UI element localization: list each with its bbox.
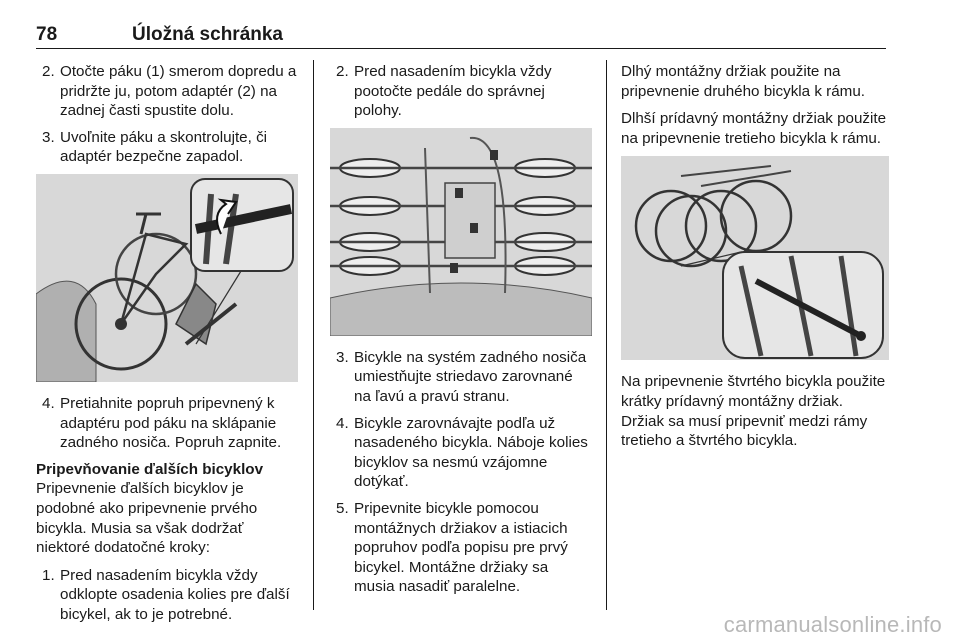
steps-list — [36, 394, 298, 453]
steps-list — [330, 348, 592, 597]
column-2 — [330, 62, 592, 604]
step-text: Bicykle zarovnávajte podľa už nasadeného bicykla. Náboje kolies bicyklov sa nesmú vzájomne dotýkať. — [354, 414, 588, 491]
column-divider — [313, 60, 314, 610]
list-item: 4. Bicykle zarovnávajte podľa už nasadeného bicykla. Náboje kolies bicyklov sa nesmú vzájomne dotýkať. — [336, 414, 588, 491]
list-item: 2. Pred nasadením bicykla vždy pootočte pedále do správnej polohy. — [336, 63, 552, 120]
step-text: Pred nasadením bicykla vždy pootočte pedále do správnej polohy. — [354, 63, 552, 120]
list-item: 5. Pripevnite bicykle pomocou montážnych držiakov a istiacich popruhov podľa popisu pre prvý bicykel. Montážne držiaky sa musia nasadiť paralelne. — [336, 499, 568, 596]
step-text: Pretiahnite popruh pripevnený k adaptéru pod páku na sklápanie zadného nosiča. Popruh zapnite. — [60, 394, 282, 452]
step-text: Otočte páku (1) smerom dopredu a pridržte ju, potom adaptér (2) na zadnej časti spustite dolu. — [60, 63, 297, 120]
steps-list — [36, 566, 298, 625]
paragraph: Pripevnenie ďalších bicyklov je podobné ako pripevnenie prvého bicykla. Musia sa však dodržať niektoré dodatočné kroky: — [36, 480, 258, 557]
step-text: Pred nasadením bicykla vždy odklopte osadenia kolies pre ďalší bicykel, ak to je potrebné. — [60, 566, 290, 623]
steps-list — [330, 62, 592, 121]
step-text: Uvoľnite páku a skontrolujte, či adaptér bezpečne zapadol. — [60, 128, 268, 166]
paragraph: Dlhší prídavný montážny držiak použite na pripevnenie tretieho bicykla k rámu. — [621, 110, 887, 147]
page-header — [36, 10, 886, 49]
bicycles-top-view-illustration — [330, 128, 592, 336]
list-item: 3. Uvoľnite páku a skontrolujte, či adaptér bezpečne zapadol. — [42, 128, 268, 166]
page-title: Úložná schránka — [132, 24, 283, 45]
steps-list — [36, 62, 298, 167]
section-heading: Pripevňovanie ďalších bicyklov — [36, 460, 264, 478]
list-item: 3. Bicykle na systém zadného nosiča umiestňujte striedavo zarovnané na ľavú a pravú stranu. — [336, 348, 587, 405]
column-divider — [606, 60, 607, 610]
bicycles-frame-holder-illustration — [621, 156, 889, 360]
list-item: 2. Otočte páku (1) smerom dopredu a pridržte ju, potom adaptér (2) na zadnej časti spustite dolu. — [42, 63, 297, 120]
paragraph: Dlhý montážny držiak použite na pripevnenie druhého bicykla k rámu. — [621, 63, 865, 100]
column-3 — [621, 62, 889, 459]
column-1 — [36, 62, 298, 632]
paragraph: Na pripevnenie štvrtého bicykla použite krátky prídavný montážny držiak. Držiak sa musí pripevniť medzi rámy tretieho a štvrtého bicykla. — [621, 373, 886, 450]
step-text: Pripevnite bicykle pomocou montážnych držiakov a istiacich popruhov podľa popisu pre prvý bicykel. Montážne držiaky sa musia nasadiť paralelne. — [354, 499, 568, 596]
bicycle-carrier-lever-illustration — [36, 174, 298, 382]
page-number: 78 — [36, 24, 58, 45]
watermark: carmanualsonline.info — [723, 612, 942, 637]
list-item: 1. Pred nasadením bicykla vždy odklopte osadenia kolies pre ďalší bicykel, ak to je potrebné. — [42, 566, 290, 623]
step-text: Bicykle na systém zadného nosiča umiestňujte striedavo zarovnané na ľavú a pravú stranu. — [354, 348, 587, 405]
list-item: 4. Pretiahnite popruh pripevnený k adaptéru pod páku na sklápanie zadného nosiča. Popruh zapnite. — [42, 394, 282, 452]
